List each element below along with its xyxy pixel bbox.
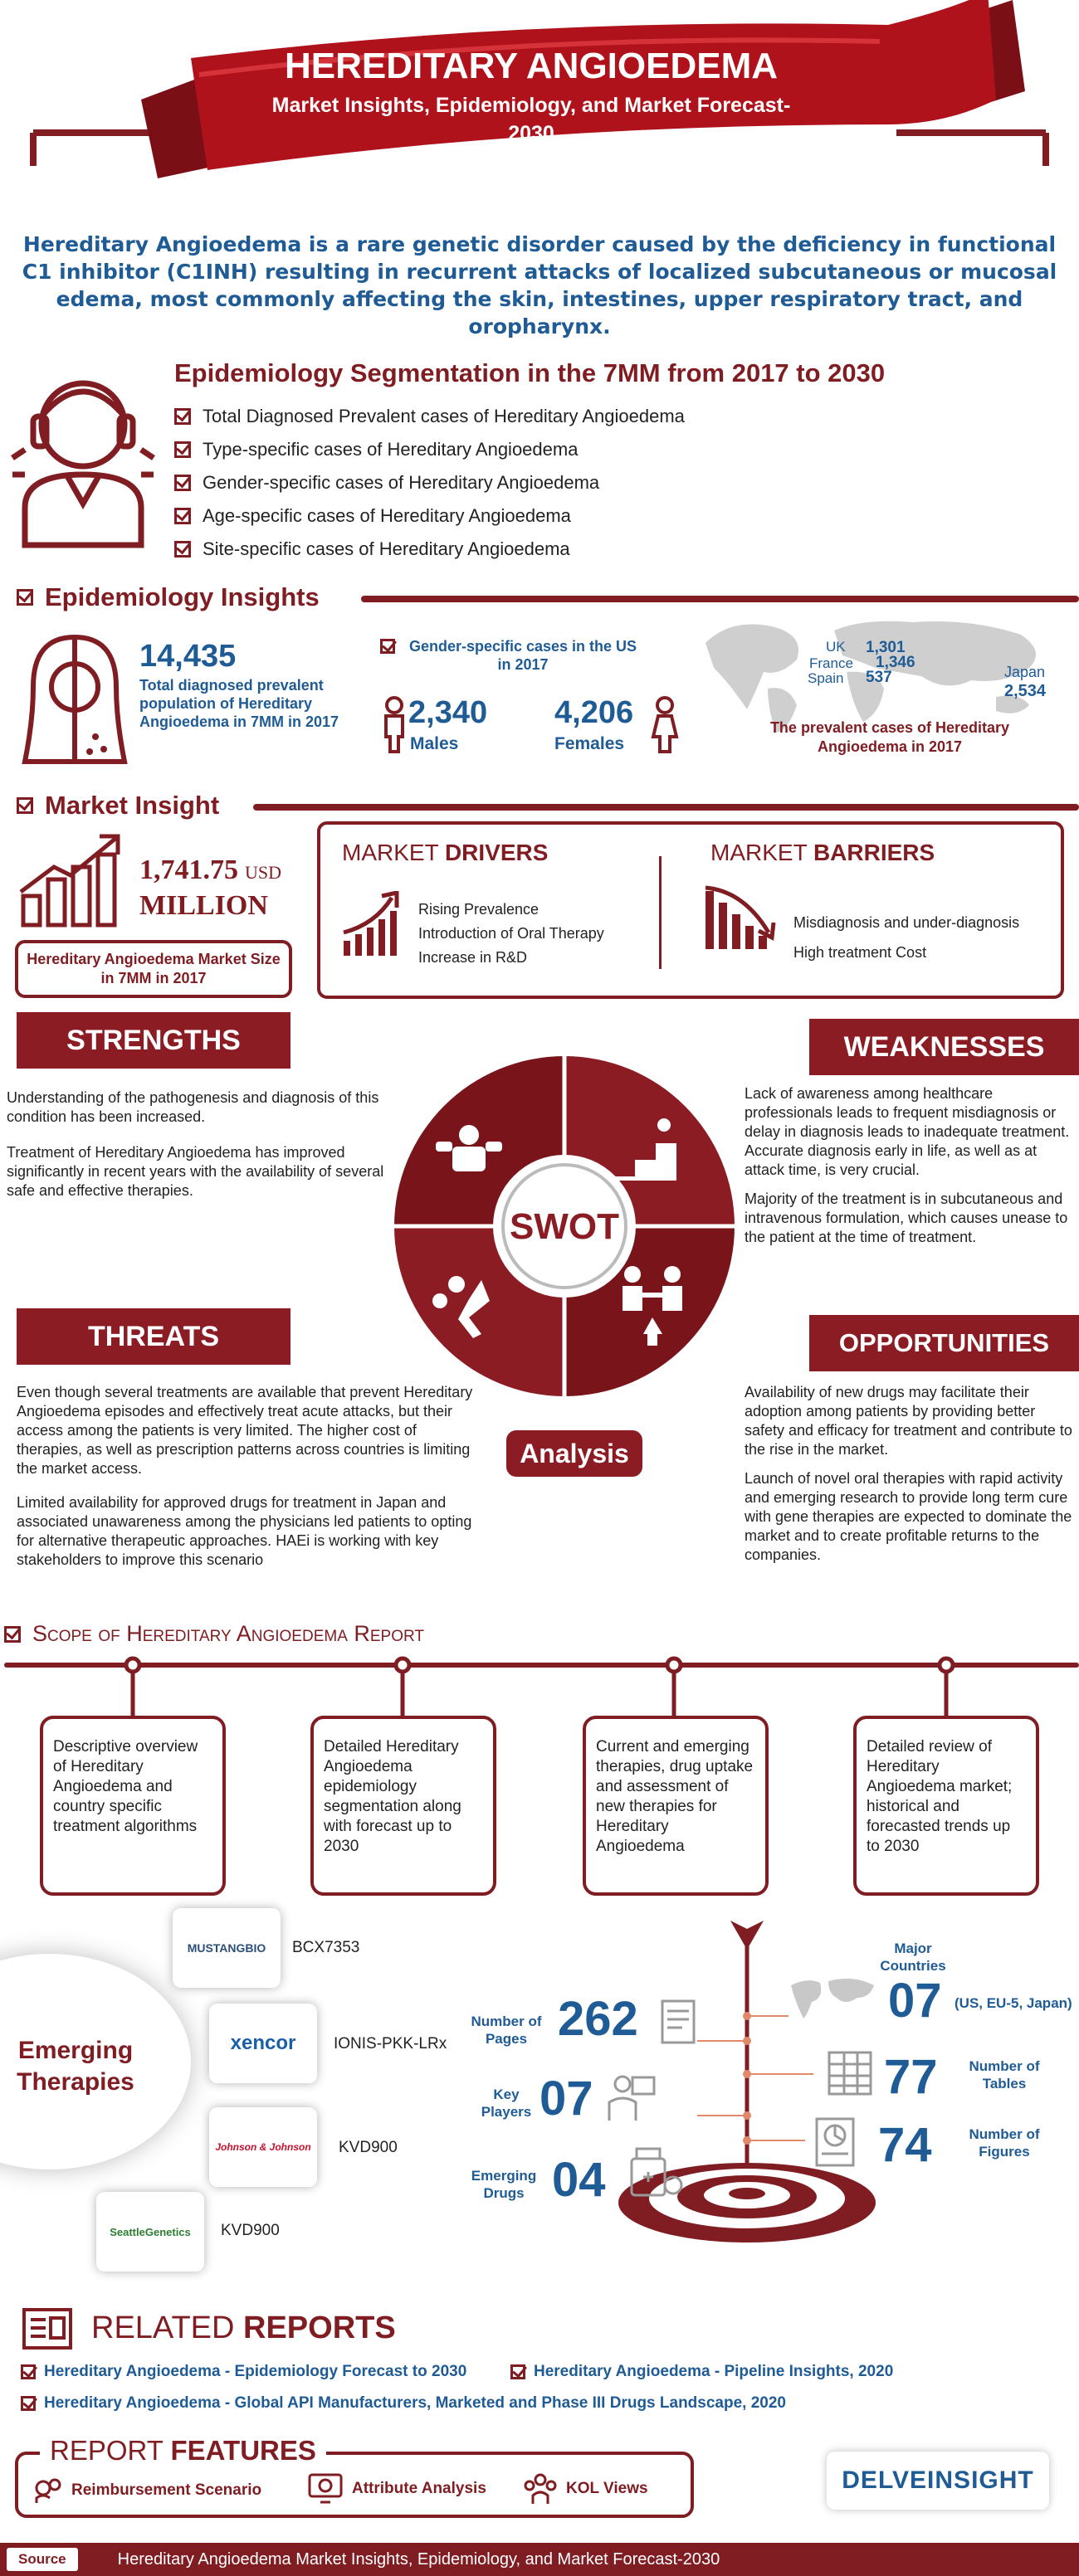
threats-text: Even though several treatments are available that prevent Hereditary Angioedema episodes and effectively treat acute attacks, but their access among the patients is very limited. The higher cost of therapies, as well as prescription patterns across countries is limiting the market access. Limited availability for approved drugs for treatment in Japan and associated unawareness among the physicians led patients to opting for alternative therapeutic approaches. HAEi is working with key stakeholders to improve this scenario: [17, 1384, 473, 1568]
related-report-link[interactable]: Hereditary Angioedema - Pipeline Insights, 2020: [510, 2363, 893, 2381]
barriers-heading: MARKET BARRIERS: [710, 840, 935, 865]
epi-insights-heading: Epidemiology Insights: [17, 582, 320, 612]
driver-item: Increase in R&D: [418, 949, 528, 966]
scope-card: Descriptive overview of Hereditary Angioedema and country specific treatment algorithms: [40, 1716, 226, 1896]
market-size-label-box: Hereditary Angioedema Market Size in 7MM in 2017: [15, 940, 292, 998]
major-countries-note: (US, EU-5, Japan): [954, 1995, 1072, 2011]
checkbox-icon: [21, 2364, 36, 2379]
map-label-france: France: [809, 655, 853, 671]
section-divider: [361, 596, 1079, 602]
falling-bars-icon: [702, 883, 779, 957]
banner-title: HEREDITARY ANGIOEDEMA: [284, 46, 779, 86]
driver-item: Rising Prevalence: [418, 901, 540, 918]
map-value-france: 1,346: [876, 654, 915, 671]
males-label: Males: [410, 734, 459, 753]
map-caption: The prevalent cases of Hereditary Angioedema in 2017: [769, 719, 1010, 755]
map-label-spain: Spain: [808, 670, 844, 686]
checkbox-icon: [510, 2364, 525, 2379]
females-label: Females: [554, 734, 625, 753]
seattlegenetics-logo: SeattleGenetics: [96, 2192, 204, 2272]
checkbox-icon: [174, 475, 191, 491]
strengths-label: STRENGTHS: [17, 1012, 290, 1069]
players-value: 07: [540, 2072, 593, 2126]
features-heading: REPORT FEATURES: [40, 2435, 326, 2466]
checkbox-icon: [21, 2396, 36, 2411]
opportunities-text: Availability of new drugs may facilitate their adoption among patients by providing better safety and efficacy for treatment and contribute to the rise in the market. Launch of novel oral therapies with rapid activity and emerging research to provide long term cure with gene therapies are expected to dominate the market and to create profitable returns to the companies.: [745, 1384, 1072, 1563]
weaknesses-label: WEAKNESSES: [809, 1019, 1079, 1075]
tables-label: Number of Tables: [969, 2058, 1040, 2091]
map-label-uk: UK: [826, 639, 846, 655]
market-unit: MILLION: [139, 890, 268, 921]
drug-label: BCX7353: [292, 1939, 360, 1956]
feature-item: Reimbursement Scenario: [33, 2476, 261, 2505]
pages-value: 262: [558, 1992, 638, 2046]
intro-text: Hereditary Angioedema is a rare genetic disorder caused by the deficiency in functional C1 inhibitor (C1INH) resulting in recurrent attacks of localized subcutaneous or mucosal edema, most commonly affecting the skin, intestines, upper respiratory tract, and oropharynx.: [22, 232, 1057, 338]
segmentation-list: [174, 400, 685, 566]
list-item: Age-specific cases of Hereditary Angioedema: [174, 499, 685, 533]
related-report-link[interactable]: Hereditary Angioedema - Epidemiology Forecast to 2030: [21, 2363, 466, 2381]
mustangbio-logo: MUSTANGBIO: [173, 1908, 281, 1988]
total-population-value: 14,435: [139, 639, 237, 674]
scope-heading: Scope of Hereditary Angioedema Report: [4, 1621, 424, 1647]
stat-connectors: [697, 1991, 946, 2174]
pages-label: Number of Pages: [471, 2014, 542, 2047]
monitor-icon: [307, 2472, 344, 2505]
drivers-barriers-panel: [317, 821, 1064, 999]
total-population-desc: Total diagnosed prevalent population of Hereditary Angioedema in 7MM in 2017: [139, 677, 339, 730]
medicine-icon: [627, 2142, 685, 2200]
players-label: Key Players: [481, 2087, 532, 2120]
growth-chart-icon: [17, 830, 133, 929]
xencor-logo: xencor: [209, 2004, 317, 2083]
drug-label: KVD900: [339, 2139, 398, 2156]
driver-item: Introduction of Oral Therapy: [418, 925, 604, 942]
map-value-japan: 2,534: [1004, 682, 1047, 700]
source-tag: Source: [7, 2548, 78, 2571]
opportunities-label: OPPORTUNITIES: [809, 1315, 1079, 1371]
checkbox-icon: [174, 441, 191, 458]
market-insight-heading: Market Insight: [17, 791, 219, 821]
drivers-list: [418, 898, 604, 970]
strengths-text: Understanding of the pathogenesis and diagnosis of this condition has been increased. Treatment of Hereditary Angioedema has improved significantly in recent years with the availability of several safe and effective therapies.: [7, 1089, 384, 1199]
checkbox-icon: [4, 1626, 21, 1643]
barriers-list: [793, 908, 1019, 967]
checkbox-icon: [380, 639, 395, 654]
checkbox-icon: [17, 589, 33, 606]
drugs-label: Emerging Drugs: [471, 2168, 537, 2201]
related-report-link[interactable]: Hereditary Angioedema - Global API Manufacturers, Marketed and Phase III Drugs Landscape, 2020: [21, 2394, 786, 2413]
barrier-item: High treatment Cost: [793, 944, 927, 961]
threats-label: THREATS: [17, 1308, 290, 1365]
footer: [0, 2543, 1079, 2576]
drug-label: KVD900: [221, 2222, 280, 2239]
major-countries-value: 07: [888, 1974, 942, 2028]
presenter-icon: [606, 2072, 656, 2126]
map-label-japan: Japan: [1004, 664, 1046, 680]
barrier-item: Misdiagnosis and under-diagnosis: [793, 914, 1020, 931]
checkbox-icon: [17, 797, 33, 814]
checkbox-icon: [174, 541, 191, 558]
scope-card: Detailed Hereditary Angioedema epidemiology segmentation along with forecast up to 2030: [310, 1716, 496, 1896]
johnson-logo: Johnson & Johnson: [209, 2107, 317, 2187]
feature-item: Attribute Analysis: [307, 2472, 486, 2505]
gender-title: Gender-specific cases in the US in 2017: [380, 637, 639, 674]
swot-analysis-label: Analysis: [506, 1430, 642, 1477]
male-icon: [382, 695, 407, 753]
list-item: Type-specific cases of Hereditary Angioedema: [174, 433, 685, 466]
weaknesses-text: Lack of awareness among healthcare professionals leads to frequent misdiagnosis or delay in diagnosis leads to inadequate treatment. Accurate diagnosis early in life, as well as at attack time, is very crucial. Majority of the treatment is in subcutaneous and intravenous formulation, which causes unease to the patient at the time of treatment.: [745, 1085, 1070, 1245]
segmentation-title: Epidemiology Segmentation in the 7MM from 2017 to 2030: [174, 358, 886, 387]
panel-divider: [659, 856, 662, 969]
swot-center-label: SWOT: [510, 1206, 619, 1247]
market-value: 1,741.75 USD: [139, 855, 282, 885]
reimbursement-icon: [33, 2476, 61, 2505]
scope-card: Detailed review of Hereditary Angioedema market; historical and forecasted trends up to 2030: [853, 1716, 1039, 1896]
scope-connectors: [0, 1651, 1079, 1717]
reports-icon: [21, 2306, 74, 2351]
emerging-title: Emerging Therapies: [17, 2037, 134, 2096]
banner-subtitle: Market Insights, Epidemiology, and Market Forecast-2030: [271, 94, 791, 145]
footer-text: Hereditary Angioedema Market Insights, Epidemiology, and Market Forecast-2030: [117, 2549, 720, 2569]
males-value: 2,340: [408, 695, 488, 730]
scope-card: Current and emerging therapies, drug uptake and assessment of new therapies for Hereditary Angioedema: [583, 1716, 769, 1896]
list-item: Gender-specific cases of Hereditary Angioedema: [174, 466, 685, 499]
section-divider: [253, 804, 1079, 811]
checkbox-icon: [174, 408, 191, 425]
female-icon: [651, 695, 679, 753]
people-icon: [523, 2472, 558, 2505]
drivers-heading: MARKET DRIVERS: [342, 840, 549, 865]
map-value-spain: 537: [866, 669, 892, 686]
feature-item: KOL Views: [523, 2472, 648, 2505]
major-countries-label: Major Countries: [880, 1941, 946, 1974]
woman-icon: [17, 629, 133, 770]
list-item: Site-specific cases of Hereditary Angioedema: [174, 533, 685, 566]
related-heading: RELATED REPORTS: [91, 2311, 396, 2345]
tables-value: 77: [884, 2050, 938, 2104]
checkbox-icon: [174, 508, 191, 524]
list-item: Total Diagnosed Prevalent cases of Hereditary Angioedema: [174, 400, 685, 433]
females-value: 4,206: [554, 695, 634, 730]
figures-label: Number of Figures: [969, 2126, 1040, 2160]
delveinsight-logo: DELVEINSIGHT: [827, 2452, 1049, 2510]
map-value-uk: 1,301: [866, 639, 906, 656]
drug-label: IONIS-PKK-LRx: [334, 2035, 447, 2053]
rising-bars-icon: [342, 891, 408, 957]
patient-icon: [8, 358, 158, 558]
figures-value: 74: [878, 2118, 932, 2172]
drugs-value: 04: [552, 2153, 606, 2207]
